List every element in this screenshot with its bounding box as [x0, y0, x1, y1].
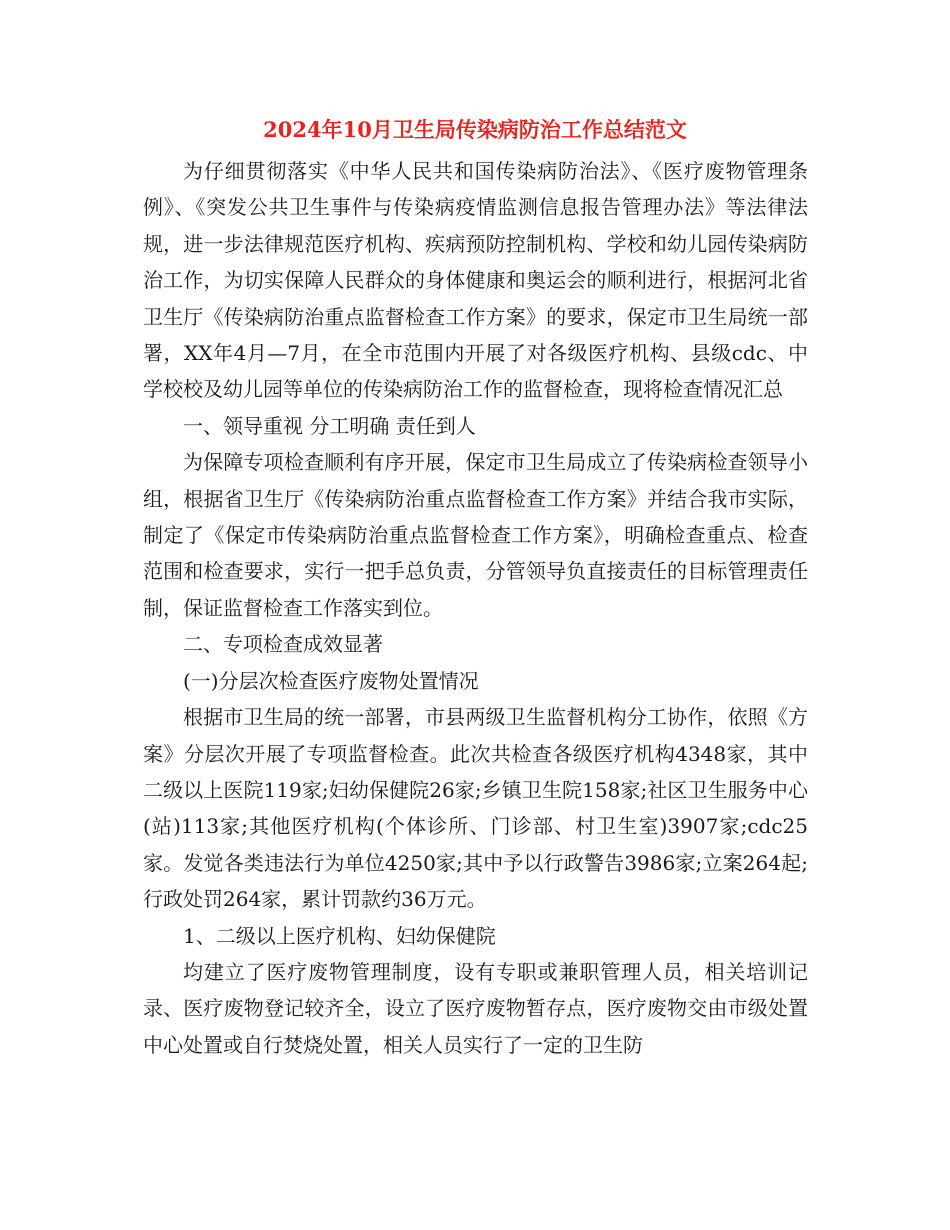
item-1-paragraph: 均建立了医疗废物管理制度，设有专职或兼职管理人员，相关培训记录、医疗废物登记较齐全，设立了医疗废物暂存点，医疗废物交由市级处置中心处置或自行焚烧处置，相关人员实行了一定的卫生防 — [143, 959, 808, 1057]
item-heading-1: 1、二级以上医疗机构、妇幼保健院 — [183, 923, 496, 948]
section-heading-1: 一、领导重视 分工明确 责任到人 — [183, 413, 476, 438]
subsection-1-paragraph: 根据市卫生局的统一部署，市县两级卫生监督机构分工协作，依照《方案》分层次开展了专项监督检查。此次共检查各级医疗机构4348家，其中二级以上医院119家;妇幼保健院26家;乡镇卫生院158家;社区卫生服务中心(站)113家;其他医疗机构(个体诊所、门诊部、村卫生室)3907家;cdc25家。发觉各类违法行为单位4250家;其中予以行政警告3986家;立案264起;行政处罚264家，累计罚款约36万元。 — [143, 705, 808, 912]
document-title: 2024年10月卫生局传染病防治工作总结范文 — [263, 117, 687, 142]
document-body — [143, 153, 808, 1063]
subsection-heading-1: (一)分层次检查医疗废物处置情况 — [183, 668, 479, 693]
section-heading-2: 二、专项检查成效显著 — [183, 632, 383, 657]
section-1-paragraph: 为保障专项检查顺利有序开展，保定市卫生局成立了传染病检查领导小组，根据省卫生厅《传染病防治重点监督检查工作方案》并结合我市实际，制定了《保定市传染病防治重点监督检查工作方案》，明确检查重点、检查范围和检查要求，实行一把手总负责，分管领导负直接责任的目标管理责任制，保证监督检查工作落实到位。 — [143, 450, 808, 620]
intro-paragraph: 为仔细贯彻落实《中华人民共和国传染病防治法》、《医疗废物管理条例》、《突发公共卫生事件与传染病疫情监测信息报告管理办法》等法律法规，进一步法律规范医疗机构、疾病预防控制机构、学校和幼儿园传染病防治工作，为切实保障人民群众的身体健康和奥运会的顺利进行，根据河北省卫生厅《传染病防治重点监督检查工作方案》的要求，保定市卫生局统一部署，XX年4月—7月，在全市范围内开展了对各级医疗机构、县级cdc、中学校校及幼儿园等单位的传染病防治工作的监督检查，现将检查情况汇总 — [143, 159, 808, 402]
